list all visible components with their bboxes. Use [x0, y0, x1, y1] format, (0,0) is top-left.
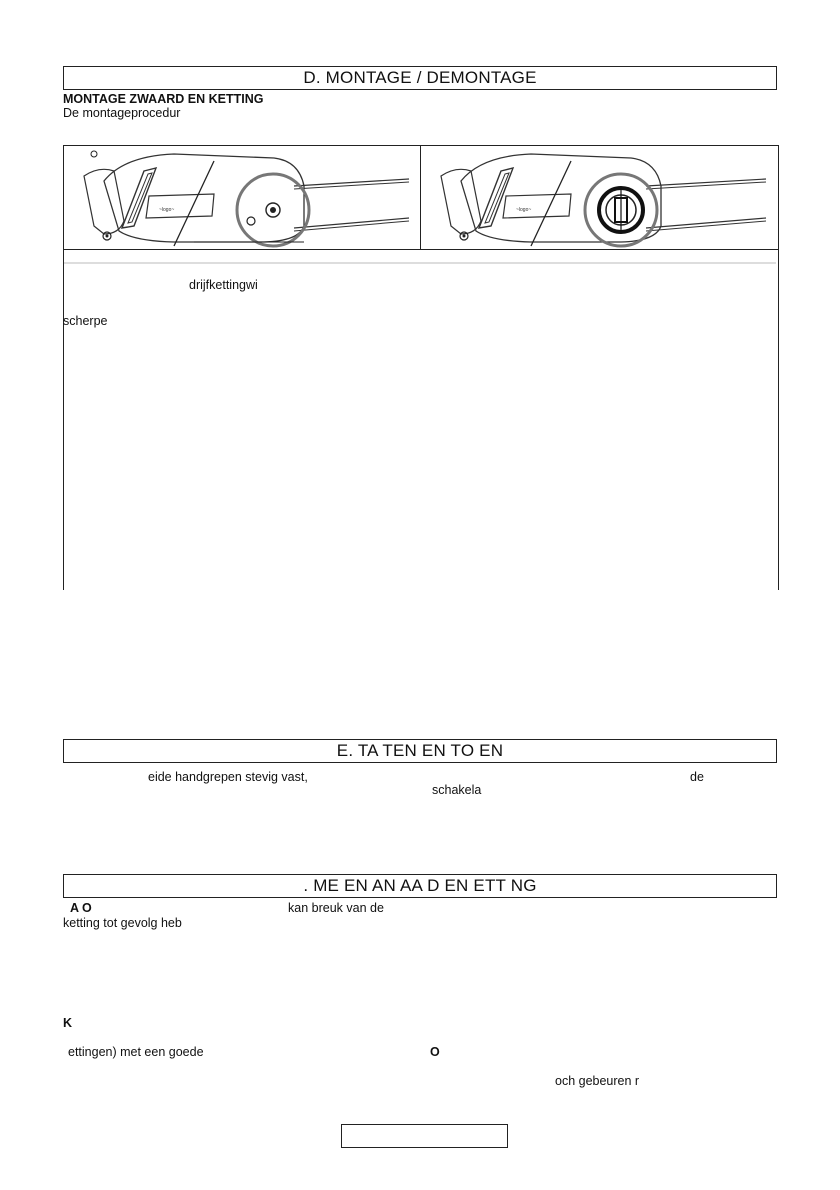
divider-line	[64, 262, 776, 264]
svg-text:~logo~: ~logo~	[159, 207, 175, 213]
section-d-title: D. MONTAGE / DEMONTAGE	[63, 66, 777, 90]
section-d-body-text-1: drijfkettingwi	[189, 278, 258, 292]
section-e-text-2: schakela	[432, 783, 482, 797]
section-f-k: K	[63, 1016, 73, 1030]
section-e-text-1b: de	[690, 770, 704, 784]
section-f-title: . ME EN AN AA D EN ETT NG	[63, 874, 777, 898]
section-d-intro: De montageprocedur	[63, 106, 181, 120]
section-f-text-1a: A O	[70, 901, 92, 915]
svg-text:~logo~: ~logo~	[516, 207, 532, 213]
section-f-text-2: ketting tot gevolg heb	[63, 916, 182, 930]
section-d-body-frame	[63, 249, 779, 590]
section-e-text-1a: eide handgrepen stevig vast,	[148, 770, 308, 784]
section-f-text-3a: ettingen) met een goede	[68, 1045, 204, 1059]
section-f-text-4: och gebeuren r	[555, 1074, 640, 1088]
section-e-title: E. TA TEN EN TO EN	[63, 739, 777, 763]
chainsaw-illustration-left	[64, 146, 419, 248]
section-f-text-3b: O	[430, 1045, 440, 1059]
section-d-body-text-2: scherpe	[63, 314, 108, 328]
chainsaw-illustration-right	[421, 146, 776, 248]
section-f-text-1b: kan breuk van de	[288, 901, 384, 915]
section-d-subtitle: MONTAGE ZWAARD EN KETTING	[63, 92, 264, 106]
page-number-box	[341, 1124, 508, 1148]
